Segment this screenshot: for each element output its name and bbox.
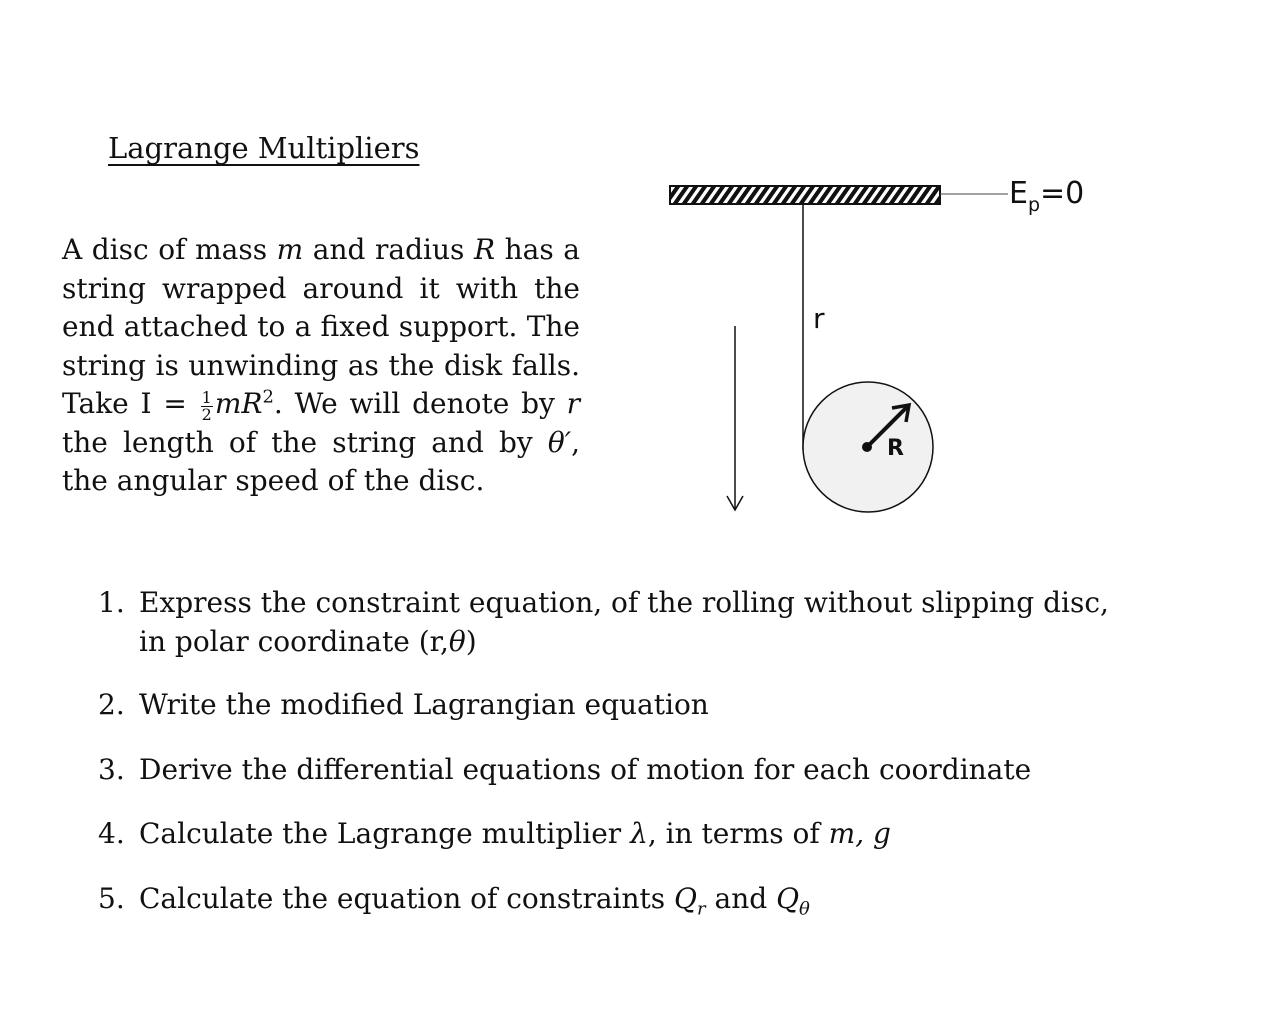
task-item-4: 4. Calculate the Lagrange multiplier λ, in terms of m, g xyxy=(98,817,891,850)
task-list xyxy=(98,584,1118,918)
fraction-one-half: $\frac{1}{2}$ xyxy=(201,388,212,425)
string-length-label: r xyxy=(813,302,825,335)
task-item-3: 3. Derive the differential equations of motion for each coordinate xyxy=(98,752,1032,786)
task-item-5: 5. Calculate the equation of constraints $Q_r$ and $Q_\theta$ xyxy=(98,881,810,920)
radius-label: R xyxy=(887,436,904,461)
problem-statement: A disc of mass m and radius R has a string wrapped around it with the end attached to a fixed support. The string is unwinding as the disk falls. Take I = $\frac{1}{2}$ $mR^2$. We will denote by r the length of the string and by θ′, the angular speed of the disc. xyxy=(62,233,580,497)
fixed-support xyxy=(670,186,940,204)
task-item-2: 2. Write the modified Lagrangian equation xyxy=(98,688,709,721)
task-item-1: 1. Express the constraint equation, of the rolling without slipping disc, in polar coordinate (r,θ) xyxy=(98,586,1109,658)
potential-energy-label: $E_p=0$ xyxy=(1009,176,1085,216)
disc-diagram xyxy=(660,170,1110,530)
section-title: Lagrange Multipliers xyxy=(108,131,420,165)
fall-direction-arrow xyxy=(727,326,743,510)
